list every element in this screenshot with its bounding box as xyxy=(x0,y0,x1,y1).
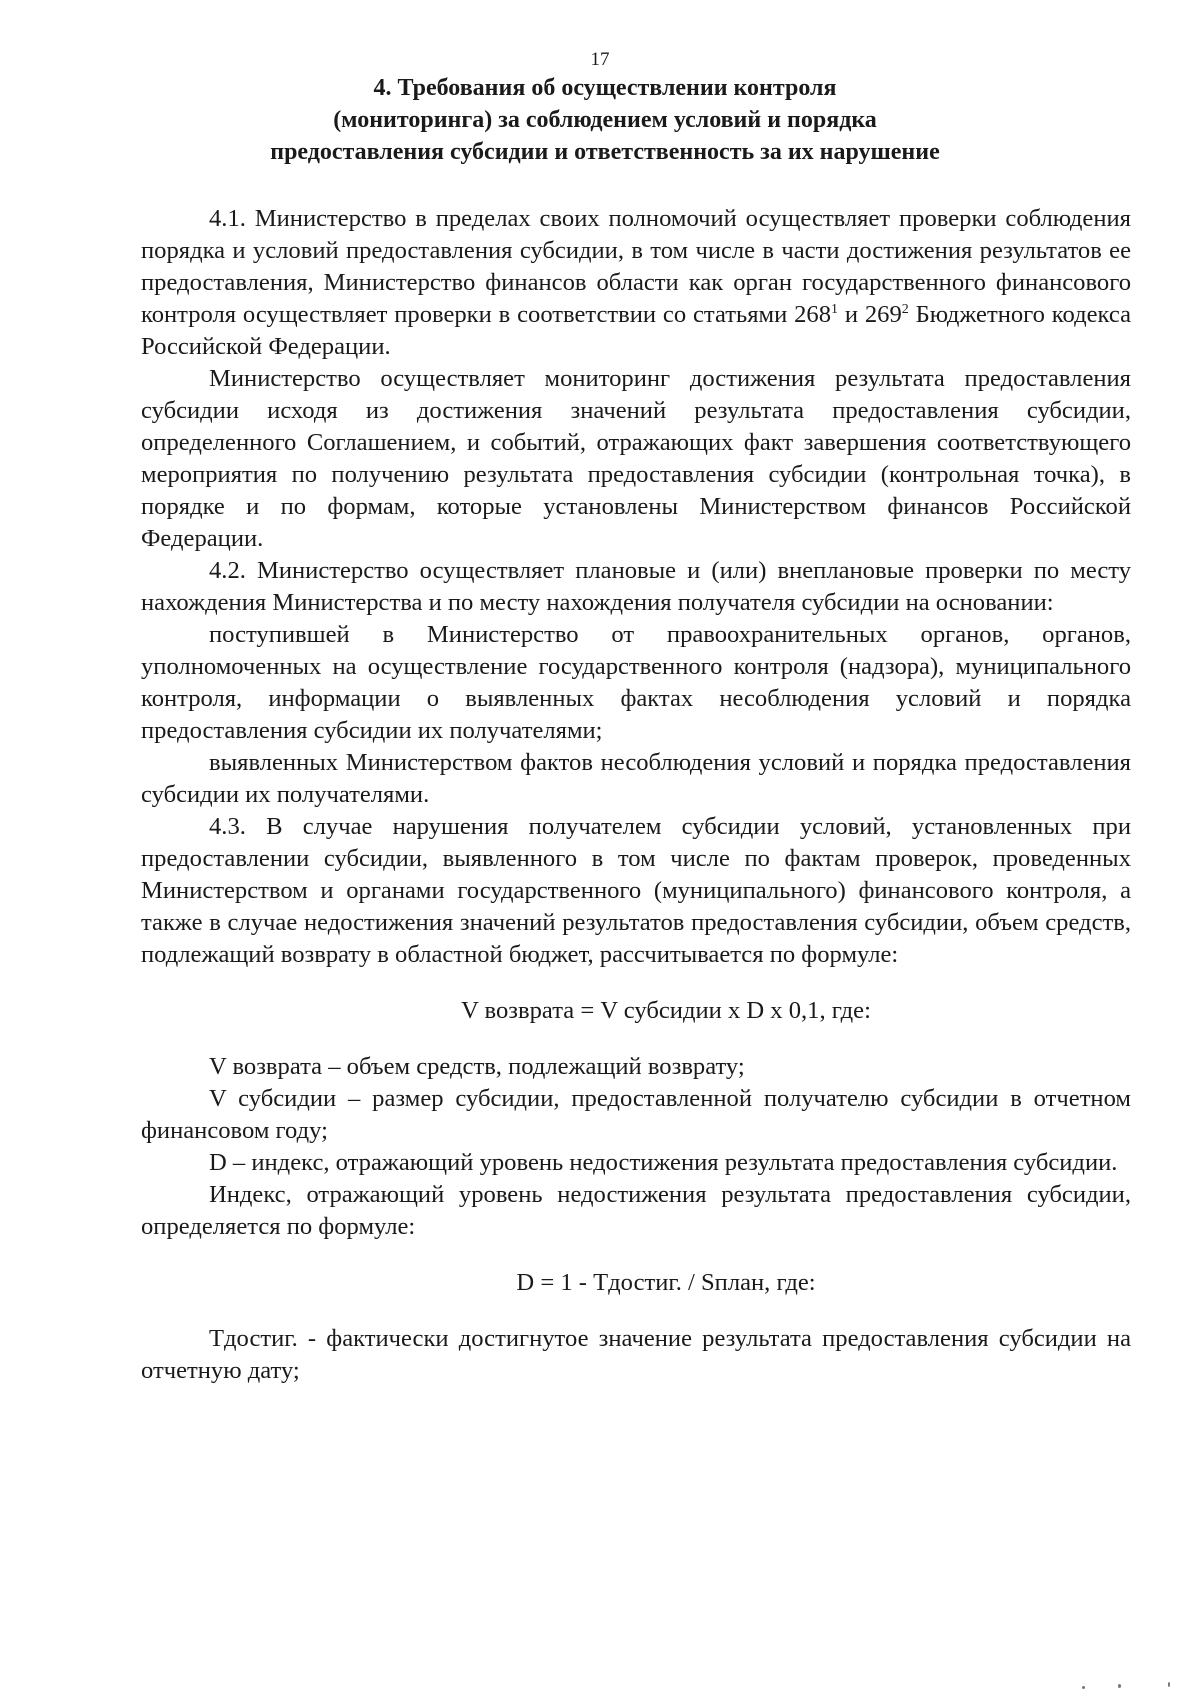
heading-line: предоставления субсидии и ответственность за их нарушение xyxy=(270,139,940,165)
heading-line: 4. Требования об осуществлении контроля xyxy=(373,75,837,101)
definition-v-subsidy: V субсидии – размер субсидии, предоставленной получателю субсидии в отчетном финансовом году; xyxy=(141,1085,1131,1144)
paragraph-monitoring: Министерство осуществляет мониторинг достижения результата предоставления субсидии исходя из достижения значений результата предоставления субсидии, определенного Соглашением, и событий, отражающих факт завершения соответствующего мероприятия по получению результата предоставления субсидии (контрольная точка), в порядке и по формам, которые установлены Министерством финансов Российской Федерации. xyxy=(141,365,1131,552)
scan-artifact xyxy=(1118,1684,1121,1688)
paragraph-text: 4.1. Министерство в пределах своих полномочий осуществляет проверки соблюдения порядка и условий предоставления субсидии, в том числе в части достижения результатов ее предоставления, Министерство финансов области как орган государственного финансового контроля осуществляет проверки в соответствии со статьями 268 xyxy=(141,205,1131,328)
paragraph-basis-1: поступившей в Министерство от правоохранительных органов, органов, уполномоченных на осуществление государственного контроля (надзора), муниципального контроля, информации о выявленных фактах несоблюдения условий и порядка предоставления субсидии их получателями; xyxy=(141,621,1131,744)
page-number: 17 xyxy=(590,49,610,70)
paragraph-text: и 269 xyxy=(838,301,902,328)
section-heading xyxy=(140,72,1070,168)
paragraph-4-1 xyxy=(141,203,1131,363)
paragraph-4-2: 4.2. Министерство осуществляет плановые и (или) внеплановые проверки по месту нахождения Министерства и по месту нахождения получателя субсидии на основании: xyxy=(141,557,1131,616)
heading-line: (мониторинга) за соблюдением условий и порядка xyxy=(333,107,877,133)
document-body xyxy=(141,203,1131,1387)
paragraph-text: Бюджетного кодекса Российской Федерации. xyxy=(141,301,1131,360)
scan-artifact xyxy=(1082,1686,1085,1689)
paragraph-4-3: 4.3. В случае нарушения получателем субсидии условий, установленных при предоставлении субсидии, выявленного в том числе по фактам проверок, проведенных Министерством и органами государственного (муниципального) финансового контроля, а также в случае недостижения значений результатов предоставления субсидии, объем средств, подлежащий возврату в областной бюджет, рассчитывается по формуле: xyxy=(141,813,1131,968)
formula-return: V возврата = V субсидии x D x 0,1, где: xyxy=(461,997,871,1024)
formula-index: D = 1 - Тдостиг. / Sплан, где: xyxy=(516,1269,816,1296)
definition-t-achieved: Тдостиг. - фактически достигнутое значение результата предоставления субсидии на отчетную дату; xyxy=(141,1325,1131,1384)
superscript: 2 xyxy=(901,301,909,317)
definition-d-index: D – индекс, отражающий уровень недостижения результата предоставления субсидии. xyxy=(209,1149,1118,1176)
scan-artifact xyxy=(1168,1682,1170,1687)
definition-v-return: V возврата – объем средств, подлежащий возврату; xyxy=(209,1053,745,1080)
paragraph-index-formula-intro: Индекс, отражающий уровень недостижения результата предоставления субсидии, определяется по формуле: xyxy=(141,1181,1131,1240)
paragraph-basis-2: выявленных Министерством фактов несоблюдения условий и порядка предоставления субсидии их получателями. xyxy=(141,749,1131,808)
superscript: 1 xyxy=(831,301,838,317)
